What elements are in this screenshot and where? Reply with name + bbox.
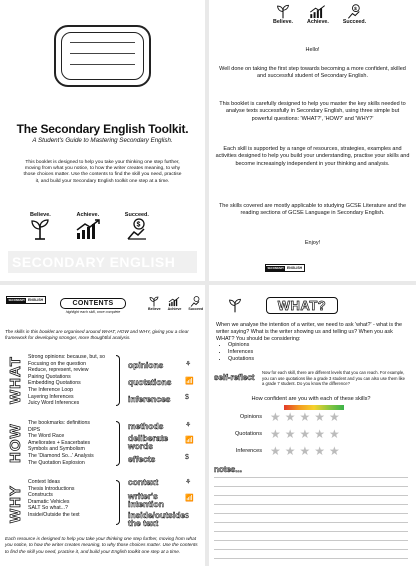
intro-paragraph-2: This booklet is carefully designed to help you master the key skills needed to analyse texts successfully in Secondary English, using three simple but powerful questions: 'WHAT?', 'HOW?' and 'WHY?' bbox=[219, 101, 406, 122]
enjoy-text: Enjoy! bbox=[304, 240, 321, 246]
contents-hint: highlight each skill, once complete bbox=[65, 310, 121, 314]
list-item[interactable]: Symbols and Symbolism bbox=[28, 446, 85, 453]
why-brace bbox=[116, 480, 120, 525]
achieve-label: Achieve bbox=[167, 307, 182, 311]
why-section-label: WHY bbox=[7, 485, 24, 523]
notes-line[interactable] bbox=[214, 504, 408, 505]
list-item[interactable]: Context Ideas bbox=[28, 479, 61, 485]
cover-title: The Secondary English Toolkit. bbox=[16, 122, 189, 136]
sprout-icon: ⚘ bbox=[185, 479, 192, 486]
self-reflect-text: Now for each skill, there are different levels that you can reach. For example, you can use quotations like a grade 3 student and you can also use them like a grade 7 student. Do you know the difference? bbox=[262, 370, 405, 387]
list-item: • Quotations bbox=[228, 356, 322, 363]
list-item[interactable]: The Word Race bbox=[28, 433, 65, 440]
notes-heading: notes... bbox=[214, 465, 243, 474]
cover-subtitle: A Student's Guide to Mastering Secondary English. bbox=[32, 137, 173, 144]
why-skill-list bbox=[28, 479, 80, 519]
list-item[interactable]: SALT So what...? bbox=[28, 505, 68, 512]
logo-bottom-text: ENGLISH bbox=[286, 266, 303, 270]
believe-label: Believe. bbox=[273, 19, 294, 25]
list-item[interactable]: Layering Inferences bbox=[28, 393, 74, 400]
how-category-methods: methods bbox=[128, 421, 164, 431]
sprout-icon: ⚘ bbox=[185, 361, 192, 368]
skill-label-opinions: Opinions bbox=[239, 414, 262, 420]
list-item[interactable]: Pairing Quotations bbox=[28, 373, 71, 380]
how-section-label: HOW bbox=[7, 423, 24, 463]
brand-logo bbox=[6, 296, 46, 304]
list-item: • Opinions bbox=[228, 342, 322, 349]
cover-banner: SECONDARY ENGLISH bbox=[8, 251, 197, 273]
confidence-question: How confident are you with each of these skills? bbox=[251, 396, 371, 402]
self-reflect-heading: self-reflect bbox=[214, 373, 255, 382]
list-item[interactable]: Reduce, represent, review bbox=[28, 367, 89, 374]
list-item[interactable]: Thesis Introductions bbox=[28, 485, 75, 492]
list-item[interactable]: The Inference Loop bbox=[28, 386, 73, 393]
intro-motto-icons bbox=[273, 4, 366, 25]
list-item[interactable]: Focusing on the question bbox=[28, 360, 86, 367]
what-category-inferences: inferences bbox=[128, 394, 171, 404]
money-growth-icon: $ bbox=[185, 394, 189, 401]
what-category-quotations: quotations bbox=[128, 377, 172, 387]
money-growth-icon bbox=[190, 296, 201, 307]
list-item[interactable]: The Quotation Explosion bbox=[28, 459, 85, 466]
list-item[interactable]: Juicy Word Inferences bbox=[28, 400, 80, 407]
what-bullet-list bbox=[222, 342, 322, 362]
sprout-icon bbox=[149, 296, 159, 307]
sprout-icon bbox=[30, 218, 50, 240]
skill-label-quotations: Quotations bbox=[234, 431, 262, 437]
contents-outro: Each resource is designed to help you take your thinking one step further, moving from what you notice, to how the writer creates meaning, to why those choices matter. Use the contents to find the skill you need, practise it, and build your English toolkit one step at a time. bbox=[5, 536, 198, 554]
how-brace bbox=[116, 421, 120, 466]
intro-paragraph-3: Each skill is supported by a range of resources, strategies, examples and activities designed to help you build your understanding, practise your skills and become increasingly independent in your thinking and analysis. bbox=[215, 146, 410, 167]
list-item: • Inferences bbox=[228, 349, 322, 356]
sprout-icon: ⚘ bbox=[185, 422, 192, 429]
logo-top-text: SECONDARY bbox=[267, 266, 284, 270]
believe-label: Believe bbox=[148, 307, 161, 311]
money-growth-icon: $ bbox=[185, 513, 189, 520]
notes-line[interactable] bbox=[214, 486, 408, 487]
notes-line[interactable] bbox=[214, 495, 408, 496]
believe-label: Believe. bbox=[30, 212, 51, 218]
what-brace bbox=[116, 355, 120, 406]
contents-title: CONTENTS bbox=[60, 298, 126, 309]
how-category-deliberate-words: deliberate words bbox=[128, 433, 169, 451]
notes-line[interactable] bbox=[214, 558, 408, 559]
list-item[interactable]: Embedding Quotations bbox=[28, 380, 81, 387]
contents-motto-icons bbox=[148, 296, 203, 311]
sprout-icon bbox=[228, 298, 242, 313]
succeed-label: Succeed. bbox=[342, 19, 367, 25]
why-category-context: context bbox=[128, 477, 159, 487]
notes-line[interactable] bbox=[214, 549, 408, 550]
cover-motto-icons bbox=[30, 212, 149, 240]
title-frame bbox=[54, 25, 151, 87]
growth-chart-icon: 📶 bbox=[185, 378, 194, 385]
how-category-effects: effects bbox=[128, 454, 156, 464]
growth-chart-icon bbox=[168, 296, 180, 307]
cover-page bbox=[0, 0, 205, 281]
money-growth-icon: $ bbox=[185, 454, 189, 461]
succeed-label: Succeed bbox=[188, 307, 204, 311]
notes-line[interactable] bbox=[214, 513, 408, 514]
skill-label-inferences: Inferences bbox=[235, 448, 262, 454]
list-item[interactable]: Dramatic Vehicles bbox=[28, 498, 70, 505]
growth-chart-icon: 📶 bbox=[185, 495, 194, 502]
what-intro: When we analyse the intention of a writer, we need to ask 'what?' - what is the writer saying? What is the writer showing us and telling us? When you ask WHAT? You should be considering: bbox=[216, 322, 403, 342]
intro-paragraph-4: The skills covered are mostly applicable to studying GCSE Literature and the reading sections of GCSE Language in Secondary English. bbox=[218, 203, 407, 217]
growth-chart-icon bbox=[75, 218, 101, 240]
logo-bottom-text: ENGLISH bbox=[27, 298, 44, 302]
logo-top-text: SECONDARY bbox=[8, 298, 25, 302]
intro-paragraph-1: Well done on taking the first step towards becoming a more confident, skilled and successful student of Secondary English. bbox=[219, 66, 406, 80]
list-item[interactable]: Inside/Outside the text bbox=[28, 511, 80, 518]
how-skill-list bbox=[28, 420, 94, 466]
succeed-label: Succeed. bbox=[124, 212, 149, 218]
money-growth-icon bbox=[126, 218, 148, 240]
star-rating-inferences[interactable]: ★★★★★ bbox=[270, 444, 344, 458]
contents-intro: The skills in this booklet are organised around WHAT, HOW and WHY, giving you a clear framework for developing stronger, more thoughtful analysis. bbox=[5, 329, 189, 341]
growth-chart-icon: 📶 bbox=[185, 437, 194, 444]
star-rating-quotations[interactable]: ★★★★★ bbox=[270, 427, 344, 441]
notes-line[interactable] bbox=[214, 522, 408, 523]
sprout-icon bbox=[276, 4, 290, 19]
list-item[interactable]: Strong opinions: because, but, so bbox=[28, 354, 105, 360]
notes-line[interactable] bbox=[214, 477, 408, 478]
brand-logo bbox=[265, 264, 305, 272]
achieve-label: Achieve. bbox=[76, 212, 100, 218]
svg-text:$: $ bbox=[136, 221, 141, 229]
why-category-inside-outside: inside/outside the text bbox=[128, 510, 186, 528]
list-item[interactable]: The 'Diamond So...' Analysis bbox=[28, 452, 94, 459]
hello-text: Hello! bbox=[305, 47, 320, 53]
list-item[interactable]: The bookmarks: definitions bbox=[28, 420, 90, 426]
list-item[interactable]: Ameliorates + Exacerbates bbox=[28, 439, 91, 446]
why-category-writers-intention: writer's intention bbox=[128, 491, 164, 509]
notes-line[interactable] bbox=[214, 540, 408, 541]
cover-description: This booklet is designed to help you take your thinking one step further, moving from what you notice, to how the writer creates meaning, to why those choices matter. Use the contents to find the skill you need, practise it, and build your Secondary English toolkit one step at a time. bbox=[23, 160, 182, 184]
what-skill-list bbox=[28, 354, 105, 407]
growth-chart-icon bbox=[309, 4, 326, 19]
money-growth-icon bbox=[347, 4, 362, 19]
svg-text:$: $ bbox=[354, 6, 357, 12]
notes-line[interactable] bbox=[214, 531, 408, 532]
what-title: WHAT? bbox=[266, 297, 338, 314]
list-item[interactable]: Constructs bbox=[28, 492, 53, 499]
achieve-label: Achieve. bbox=[307, 19, 329, 25]
intro-page bbox=[209, 0, 416, 281]
what-category-opinions: opinions bbox=[128, 360, 164, 370]
star-rating-opinions[interactable]: ★★★★★ bbox=[270, 410, 344, 424]
what-section-label: WHAT bbox=[7, 356, 24, 404]
list-item[interactable]: DIPS bbox=[28, 426, 41, 433]
